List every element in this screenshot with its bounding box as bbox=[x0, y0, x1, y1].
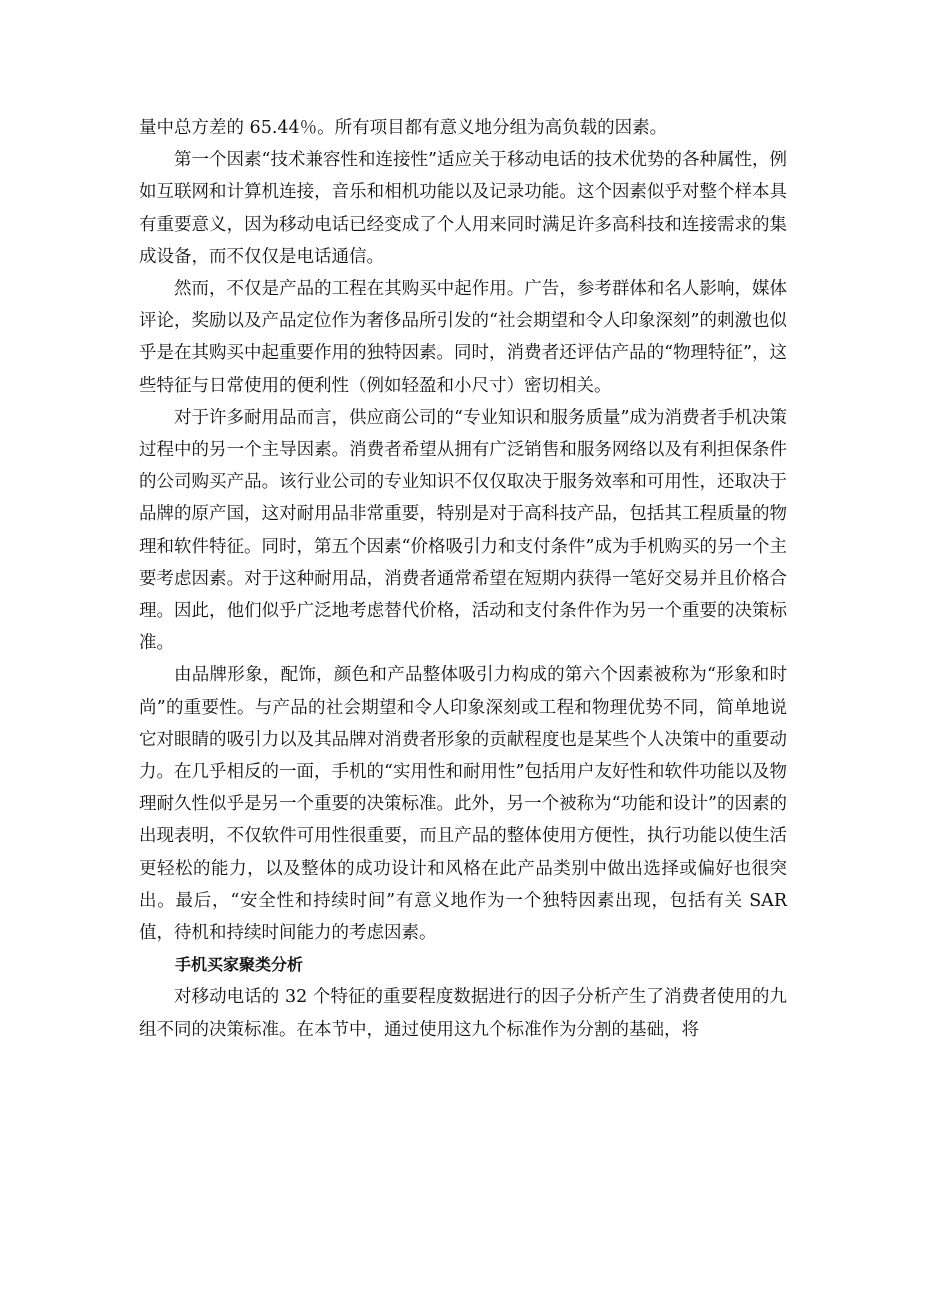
section-heading: 手机买家聚类分析 bbox=[175, 955, 304, 975]
paragraph-variance-summary: 量中总方差的 65.44％。所有项目都有意义地分组为高负载的因素。 bbox=[139, 118, 668, 138]
paragraph-technical-compatibility: 第一个因素“技术兼容性和连接性”适应关于移动电话的技术优势的各种属性，例如互联网和计算机连接，音乐和相机功能以及记录功能。这个因素似乎对整个样本具有重要意义，因为移动电话已经变成了个人用来同时满足许多高科技和连接需求的集成设备，而不仅仅是电话通信。 bbox=[139, 150, 787, 267]
paragraph-social-expectation: 然而，不仅是产品的工程在其购买中起作用。广告，参考群体和名人影响，媒体评论，奖励以及产品定位作为奢侈品所引发的“社会期望和令人印象深刻”的刺激也似乎是在其购买中起重要作用的独特因素。同时，消费者还评估产品的“物理特征”，这些特征与日常使用的便利性（例如轻盈和小尺寸）密切相关。 bbox=[139, 279, 787, 396]
paragraph-cluster-intro: 对移动电话的 32 个特征的重要程度数据进行的因子分析产生了消费者使用的九组不同的决策标准。在本节中，通过使用这九个标准作为分割的基础，将 bbox=[139, 987, 787, 1040]
paragraph-expertise-service: 对于许多耐用品而言，供应商公司的“专业知识和服务质量”成为消费者手机决策过程中的另一个主导因素。消费者希望从拥有广泛销售和服务网络以及有利担保条件的公司购买产品。该行业公司的专业知识不仅仅取决于服务效率和可用性，还取决于品牌的原产国，这对耐用品非常重要，特别是对于高科技产品，包括其工程质量的物理和软件特征。同时，第五个因素“价格吸引力和支付条件”成为手机购买的另一个主要考虑因素。对于这种耐用品，消费者通常希望在短期内获得一笔好交易并且价格合理。因此，他们似乎广泛地考虑替代价格，活动和支付条件作为另一个重要的决策标准。 bbox=[139, 407, 787, 654]
paragraph-image-fashion: 由品牌形象，配饰，颜色和产品整体吸引力构成的第六个因素被称为“形象和时尚”的重要性。与产品的社会期望和令人印象深刻或工程和物理优势不同，简单地说它对眼睛的吸引力以及其品牌对消费者形象的贡献程度也是某些个人决策中的重要动力。在几乎相反的一面，手机的“实用性和耐用性”包括用户友好性和软件功能以及物理耐久性似乎是另一个重要的决策标准。此外，另一个被称为“功能和设计”的因素的出现表明，不仅软件可用性很重要，而且产品的整体使用方便性，执行功能以使生活更轻松的能力，以及整体的成功设计和风格在此产品类别中做出选择或偏好也很突出。最后，“安全性和持续时间”有意义地作为一个独特因素出现，包括有关 SAR 值，待机和持续时间能力的考虑因素。 bbox=[139, 665, 787, 944]
body-text bbox=[139, 112, 787, 1046]
